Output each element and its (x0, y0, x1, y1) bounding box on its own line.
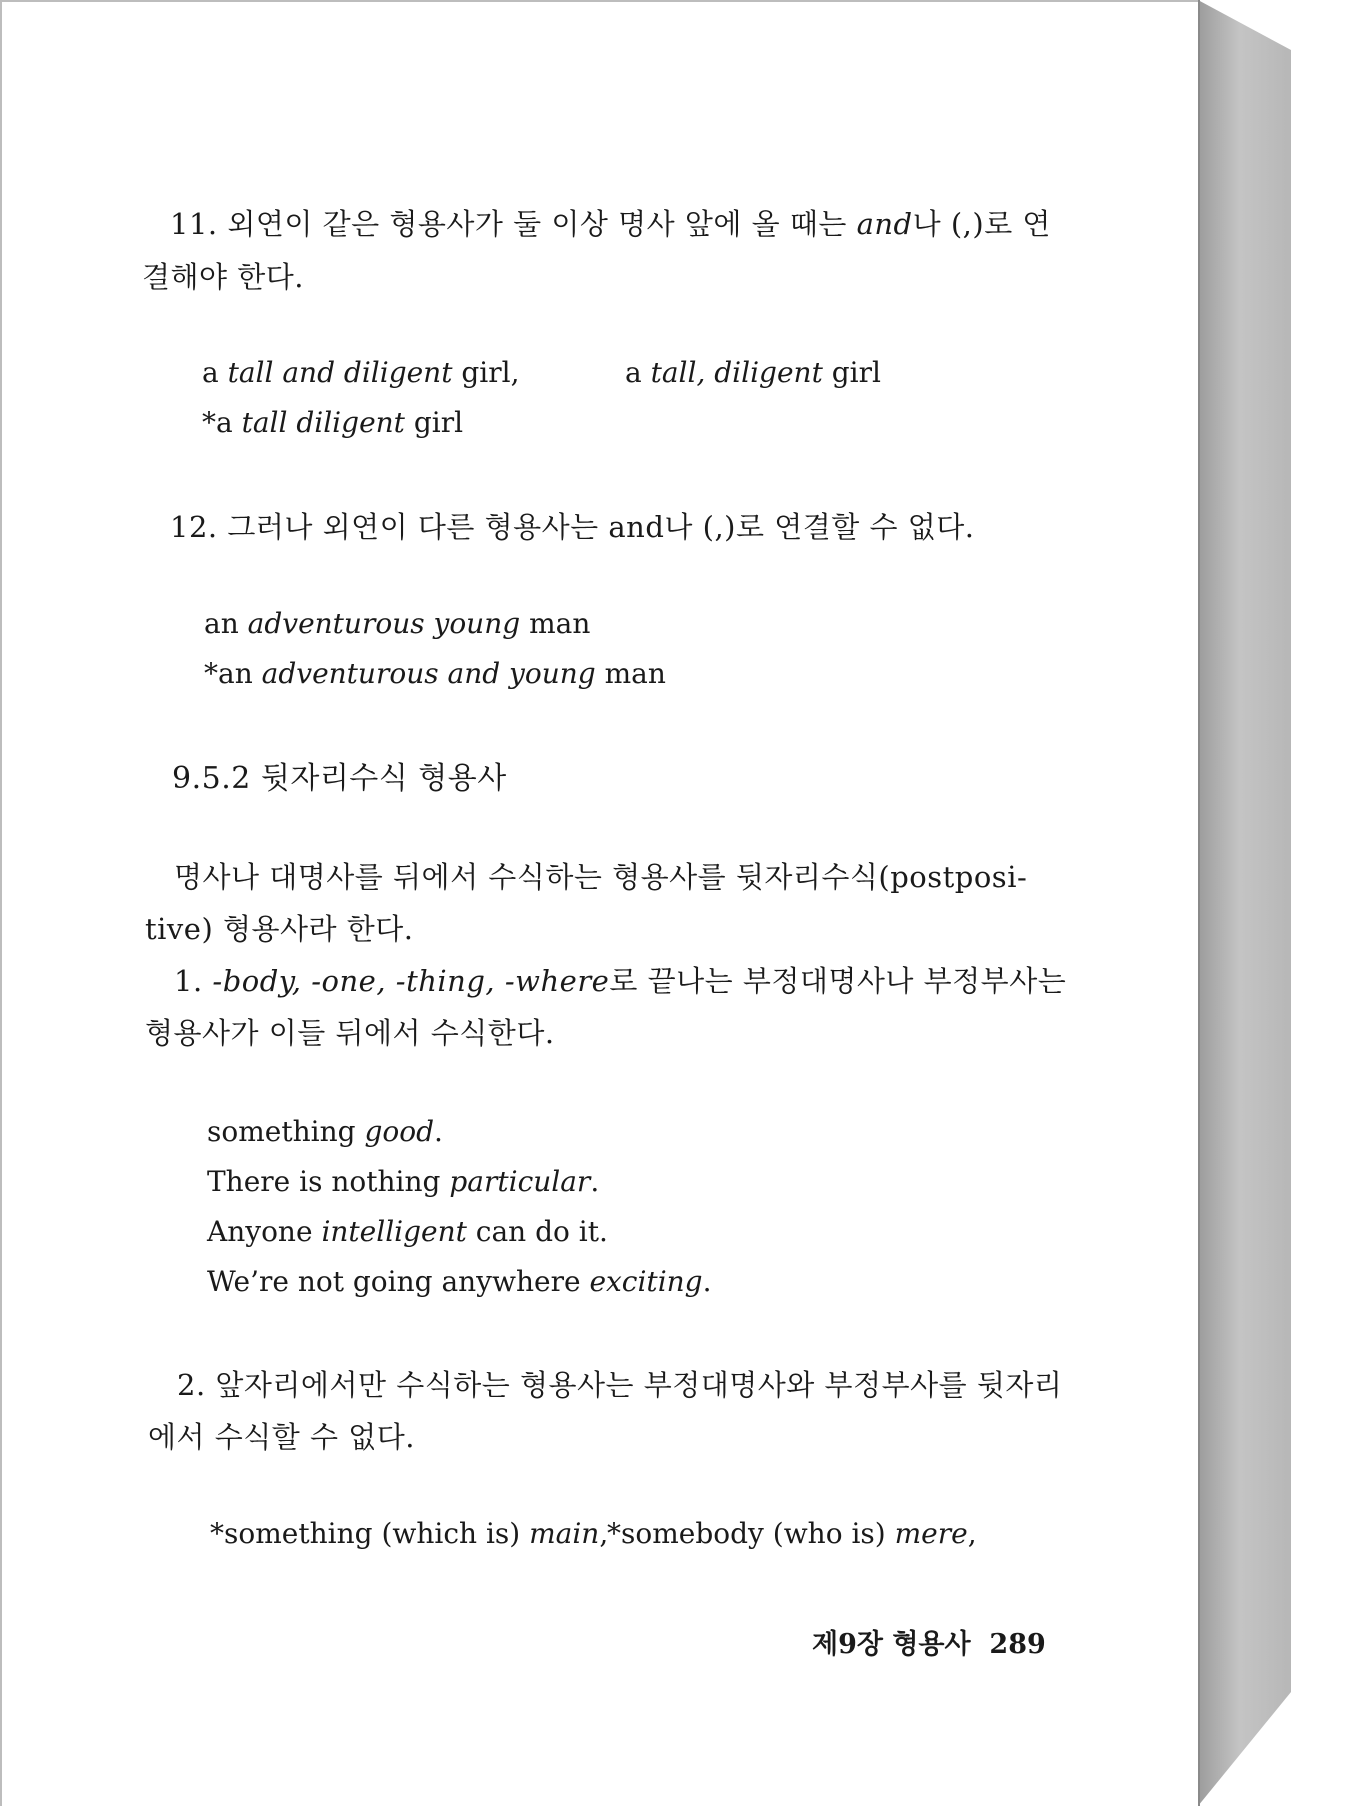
example-1-3: Anyone intelligent can do it. (207, 1215, 608, 1248)
point-1-line-1: 1. -body, -one, -thing, -where로 끝나는 부정대명사나 부정부사는 (174, 964, 1067, 998)
example-12-2: *an adventurous and young man (204, 657, 666, 690)
example-11-2: a tall, diligent girl (625, 356, 881, 389)
example-11-1: a tall and diligent girl, (202, 356, 520, 389)
page-number: 289 (989, 1629, 1046, 1660)
section-11-line-2: 결해야 한다. (142, 260, 305, 294)
example-1-4: We’re not going anywhere exciting. (207, 1265, 712, 1298)
section-11-line-1: 11. 외연이 같은 형용사가 둘 이상 명사 앞에 올 때는 and나 (,)로 연 (170, 207, 1051, 241)
example-2-1: *something (which is) main, (210, 1517, 609, 1550)
page-edge-line (1198, 0, 1200, 1806)
point-2-line-2: 에서 수식할 수 없다. (148, 1420, 415, 1454)
example-1-1: something good. (207, 1115, 443, 1148)
intro-line-2: tive) 형용사라 한다. (145, 912, 414, 946)
chapter-label: 제9장 형용사 (812, 1629, 971, 1660)
example-11-3: *a tall diligent girl (202, 406, 464, 439)
intro-line-1: 명사나 대명사를 뒤에서 수식하는 형용사를 뒷자리수식(postposi- (174, 860, 1028, 894)
example-2-2: *somebody (who is) mere, (607, 1517, 977, 1550)
example-12-1: an adventurous young man (204, 607, 591, 640)
point-2-line-1: 2. 앞자리에서만 수식하는 형용사는 부정대명사와 부정부사를 뒷자리 (177, 1368, 1063, 1402)
section-12-line-1: 12. 그러나 외연이 다른 형용사는 and나 (,)로 연결할 수 없다. (170, 510, 975, 544)
page-footer (812, 1622, 1046, 1661)
example-1-2: There is nothing particular. (207, 1165, 600, 1198)
book-spine-edge (1198, 0, 1291, 1806)
point-1-line-2: 형용사가 이들 뒤에서 수식한다. (145, 1016, 555, 1050)
section-heading: 9.5.2 뒷자리수식 형용사 (172, 761, 507, 796)
